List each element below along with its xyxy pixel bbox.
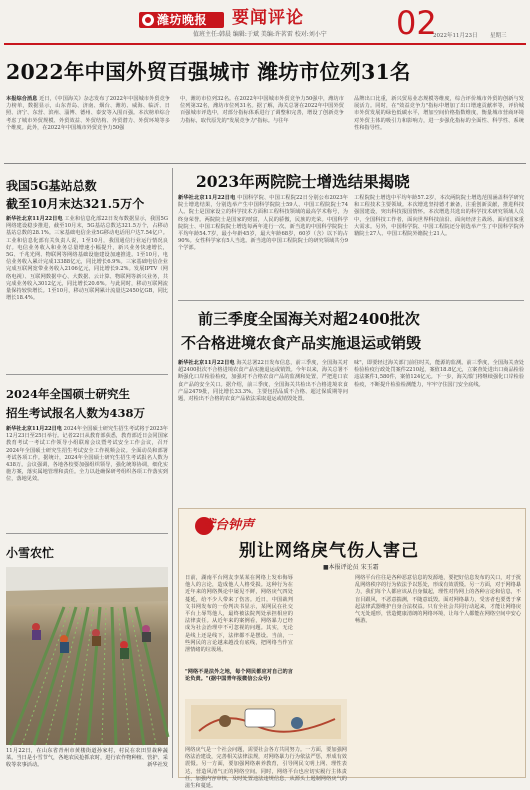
- field-photo-image: [6, 567, 168, 745]
- photo-story-title: 小雪农忙: [6, 546, 55, 560]
- story-5g-body: [6, 216, 168, 368]
- field-photo: [6, 567, 168, 745]
- commentary-col-2: [185, 747, 347, 790]
- story-5g-headline-2: 截至10月末达321.5万个: [6, 197, 145, 211]
- logo-emblem-inner-icon: [145, 17, 151, 23]
- story-exam-divider: [6, 533, 168, 534]
- commentary-col-1: [185, 575, 293, 667]
- story-customs-headline-1: 前三季度全国海关对超2400批次: [198, 310, 420, 328]
- commentary-headline: 别让网络戾气伤人害己: [239, 541, 419, 561]
- story-customs-byline: 新华社北京11月22日电: [178, 360, 235, 366]
- story-exam-body: [6, 426, 168, 528]
- staff-line: 值班主任:韩晨 编辑:于斌 美编:许茗雷 校对:刘小宁: [193, 31, 327, 38]
- commentary-column-name: 鸢台钟声: [202, 518, 255, 533]
- lead-col-3: 品牌出口比重，新兴贸易业态规模等维度，综合评价城市外贸的创新与发展活力。同时，在"效益竞争力"指标中增加了出口增速贡献率等，评价城市外贸发展的绿色低碳水平，增加空间价格指数维度，衡量城市营商环境对外贸主体的吸引力和影响力，进一步强化指标的全面性、科学性、系统性和指导性。: [354, 96, 524, 131]
- date: 2022年11月23日: [433, 33, 478, 39]
- weekday: 星期三: [490, 33, 507, 39]
- photo-caption: [6, 748, 168, 778]
- page-number: 02: [396, 4, 437, 42]
- commentary-quote: "网络不是法外之地，每个网民都应对自己的言论负责。"(据中国青年报微信公众号): [185, 669, 293, 683]
- story-academicians-byline: 新华社北京11月22日电: [178, 195, 236, 201]
- section-title: 要闻评论: [232, 8, 304, 28]
- story-exam-headline-2: 招生考试报名人数为438万: [6, 406, 146, 420]
- left-column-divider: [172, 168, 173, 778]
- commentary-author: ■本报评论员 宋玉霜: [323, 564, 379, 571]
- lead-col-2: 中，潍坊市位列32名。在2022年中国城市外贸竞争力50强中，潍坊市位列第32名，潍坊市位列31名。据了解，海关总署在2022年中国外贸百强城市评选中，对部分指标体系进行了调整和完善，增设了创新竞争力指标，取代原先的"发展竞争力"指标。与往年: [180, 96, 344, 124]
- story-5g-divider: [6, 374, 168, 375]
- photo-caption-credit: 新华社发: [147, 762, 168, 769]
- story-customs-col-1: [178, 360, 348, 504]
- commentary-col-2-text: 网络戾气是一个社会问题，需要社会各方共同努力。一方面，要加强网络法治建设，完善相关法律法规，对网络暴力行为依法严惩，形成有效震慑。另一方面，要加强网络素养教育，引导网民文明上网、理性表达，营造风清气正的网络空间。同时，网络平台也应切实履行主体责任，加强内容审核，及时处置违法违规信息，从源头上遏制网络戾气的滋生和蔓延。: [185, 747, 347, 790]
- commentary-box: [178, 508, 526, 790]
- story-academicians-col-1: [178, 195, 348, 295]
- story-5g-byline: 新华社北京11月22日电: [6, 216, 63, 222]
- story-customs-headline-2: 不合格进境农食产品实施退运或销毁: [181, 334, 422, 352]
- commentary-illustration: [185, 699, 347, 745]
- story-exam-byline: 新华社北京11月22日电: [6, 426, 63, 432]
- story-customs-col-1-text: 海关总署22日发布信息，前三季度，全国海关对超2400批次不合格进境农食产品实施退运或销毁。今年以来，海关总署不断强化口岸检验检疫，加强对不合格农食产品的监测和处置，严把进口农食产品的安全关口。据介绍，前三季度，全国海关共检出不合格进境农食产品2479批，同比增长33.3%。主要包括品质不合格、超过保质期等问题，对检出不合格的农食产品依法采取退运或销毁处置。: [178, 360, 348, 403]
- story-customs-col-2: 味"，即要轻过海关部门前往时关，能源的监测。前三季度，全国海关查处检验检疫行政处罚案件2210起，案值18.8亿元，立案查处进出口商品检验违法案件1,580件，案值124亿元。下一步，海关部门将继续强化口岸检验检疫，不断提升检验检测能力，牢牢守住国门安全底线。: [354, 360, 525, 388]
- story-academicians-divider: [178, 300, 524, 301]
- commentary-col-3-text: 网络平台往往是各种恶意信息的发源地，要把好信息发布的关口，对于扰乱网络秩序的行为依法予以惩处，形成有效震慑。另一方面，对于网络暴力，我们每个人都应该从自身做起，理性对待网上的各种言论和信息，不盲目跟风，不恶意揣测，不随意诋毁。面对网络暴力，受害者也要勇于拿起法律武器维护自身合法权益。只有全社会共同行动起来，才能让网络戾气无处遁形，营造健康清朗的网络环境，让每个人都能在网络空间中安心畅游。: [355, 575, 522, 625]
- lead-headline: 2022年中国外贸百强城市 潍坊市位列31名: [6, 60, 411, 84]
- story-exam-headline-1: 2024年全国硕士研究生: [6, 387, 131, 401]
- commentary-illustration-art: [185, 699, 347, 745]
- masthead: [0, 0, 530, 46]
- story-academicians-col-1-text: 中国科学院、中国工程院22日分别公布2023年院士增选结果，分别选举产生中国科学院院士59人、中国工程院院士74人。院士是国家设立的科学技术方面和工程科技领域的最高学术称号，为终身荣誉。两院院士是国家的财富，人民的骄傲，民族的光荣。中国科学院院士、中国工程院院士增选每两年进行一次。新当选的中国科学院院士平均年龄54.7岁，最小年龄45岁，最大年龄68岁，60岁（含）以下的占90%。女性科学家有5人当选。新当选的中国工程院院士的研究领域共分9个学部。: [178, 195, 348, 252]
- lead-byline: 本报综合消息: [6, 96, 38, 102]
- story-exam-text: 2024年全国硕士研究生招生考试将于2023年12月23日至25日举行。记者22日从教育部获悉，教育部近日会同国家教育考试一考试工作领导小组联席会议暨考试安全工作会议，召开2024年全国硕士研究生招生考试安全工作视频会议。全面动员和部署考试各项工作。据统计，2024年全国硕士研究生招生考试报名人数为438万。会议强调，各地各校要加强组织领导，强化统筹协调，细化实施方案，落实属地管理和责任。全力以赴确保研考组织各项工作落实到位，落地见效。: [6, 426, 168, 483]
- commentary-col-3: [355, 575, 521, 775]
- story-5g-headline-1: 我国5G基站总数: [6, 179, 97, 193]
- logo-text: 潍坊晚报: [157, 13, 208, 27]
- story-5g-text: 工业和信息化部22日发布数据显示，我国5G网络建设稳步推进，截至10月末，5G基站总数达321.5万个，占移动基站总数的28.1%。三家基础电信企业5G移动电话用户达7.54亿户。工业和信息化部有关负责人说，1至10月，我国通信行业运行情况良好。电信业务收入和业务总量增速小幅提升，新兴业务快速增长，5G、千兆光网、物联网等网络基础设施建设加速推进。1至10月，电信业务收入累计完成13388亿元，同比增长6.9%。三家基础电信企业完成互联网宽带业务收入2106亿元，同比增长9.2%。发展IPTV（网络电视）、互联网数据中心、大数据、云计算、物联网等新兴业务，共完成业务收入3012亿元，同比增长20.6%。与此同时，移动互联网流量保持较快增长。1至10月，移动互联网累计流量达2450亿GB，同比增长18.4%。: [6, 216, 168, 302]
- story-academicians-col-2: 工程院院士增选中平均年龄57.2岁，本次两院院士增选范围涵盖科学研究和工程技术主要领域。本次增选坚持德才兼备，注重创新贡献，推进科技强国建设，突出科技报国情怀。本次增选共选出的科学技术研究领域人员中，全国科技工作者，面向世界科技前沿、面向经济主战场、面向国家重大需求。另外，中国科学院、中国工程院还分别选举产生了中国科学院外籍院士27人、中国工程院外籍院士21人。: [354, 195, 524, 238]
- newspaper-logo: [139, 12, 224, 28]
- commentary-col-1-text: 日前，湖南平台网友李某某在网络上发布侮辱他人的言论，造成他人人格受损。这种行为在近年来的网络舆论中屡见不鲜，网络戾气四处蔓延，给不少人带来了伤害。近日，中国裁判文书网发布的一份判决书显示，某网民在社交平台上辱骂他人，最终被法院判处承担相应的法律责任。从近年来的案例看，网络暴力已经成为社会治理中不可忽视的问题。其实，无论是线上还是线下，法律都不是摆设。当前，一些网民的言论越来越没有底线，把网络当作宣泄情绪的垃圾场。: [185, 575, 293, 654]
- photo-caption-text: 11月22日，在山东省青州市黄楼街道孙家村，村民在农田里栽种蔬菜。当日是小雪节气，各地农民抢抓农时，进行农作物种植、管护、采收等农事活动。: [6, 748, 168, 769]
- lead-col-1: [6, 96, 170, 157]
- lead-divider: [4, 163, 526, 164]
- commentary-column-badge: [195, 517, 279, 535]
- lead-col-1-text: 近日，《中国海关》杂志发布了2022年中国城市外贸竞争力榜单，数据显示，山东青岛、济南、烟台、潍坊、威海、临沂、日照、济宁、东营、滨州、淄博、德州、泰安等入围百强。本次榜单综合考虑了城市外贸规模、外贸效益、外贸结构、外贸潜力、外贸环境等多个维度。此外，在2022年中国城市外贸竞争力50强: [6, 96, 170, 131]
- masthead-divider: [4, 43, 526, 45]
- story-academicians-headline: 2023年两院院士增选结果揭晓: [196, 172, 410, 191]
